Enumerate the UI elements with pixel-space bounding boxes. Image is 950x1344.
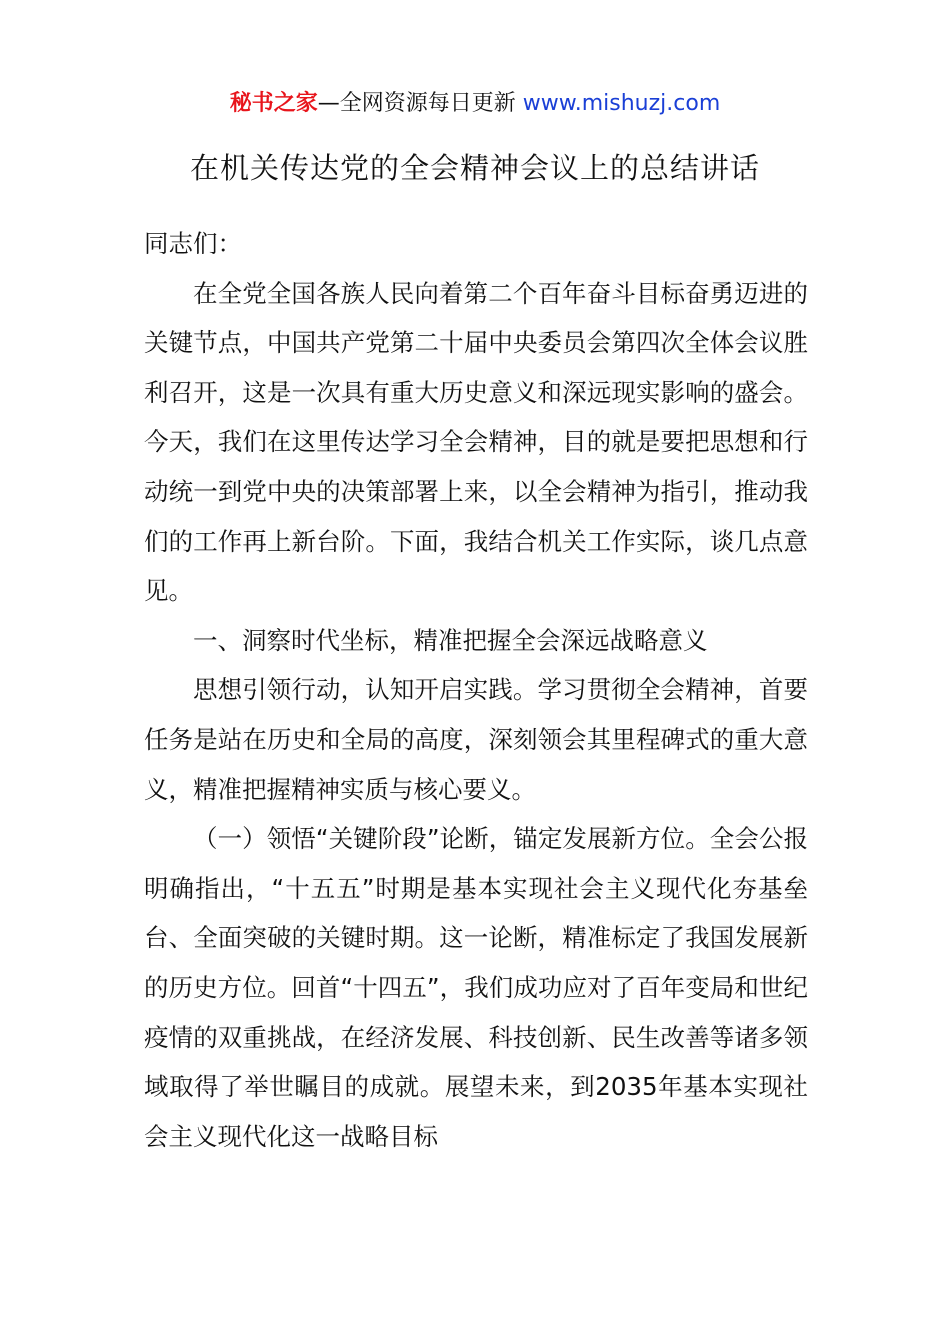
document-body — [144, 219, 808, 1161]
section-heading-1: 一、洞察时代坐标，精准把握全会深远战略意义 — [193, 625, 708, 655]
salutation: 同志们： — [144, 229, 242, 258]
document-title: 在机关传达党的全会精神会议上的总结讲话 — [189, 151, 760, 185]
paragraph-section-1-lead: 思想引领行动，认知开启实践。学习贯彻全会精神，首要任务是站在历史和全局的高度，深刻领会其里程碑式的重大意义，精准把握精神实质与核心要义。 — [144, 675, 808, 804]
brand-name: 秘书之家 — [229, 91, 318, 116]
paragraph-intro: 在全党全国各族人民向着第二个百年奋斗目标奋勇迈进的关键节点，中国共产党第二十届中央委员会第四次全体会议胜利召开，这是一次具有重大历史意义和深远现实影响的盛会。今天，我们在这里传达学习全会精神，目的就是要把思想和行动统一到党中央的决策部署上来，以全会精神为指引，推动我们的工作再上新台阶。下面，我结合机关工作实际，谈几点意见。 — [144, 278, 808, 606]
paragraph-subsection-1: （一）领悟“关键阶段”论断，锚定发展新方位。全会公报明确指出，“十五五”时期是基本实现社会主义现代化夯基垒台、全面突破的关键时期。这一论断，精准标定了我国发展新的历史方位。回首“十四五”，我们成功应对了百年变局和世纪疫情的双重挑战，在经济发展、科技创新、民生改善等诸多领域取得了举世瞩目的成就。展望未来，到2035年基本实现社会主义现代化这一战略目标 — [144, 824, 808, 1151]
site-url-link[interactable]: www.mishuzj.com — [522, 91, 721, 116]
header-tagline: —全网资源每日更新 — [317, 91, 516, 116]
site-header — [0, 88, 950, 120]
